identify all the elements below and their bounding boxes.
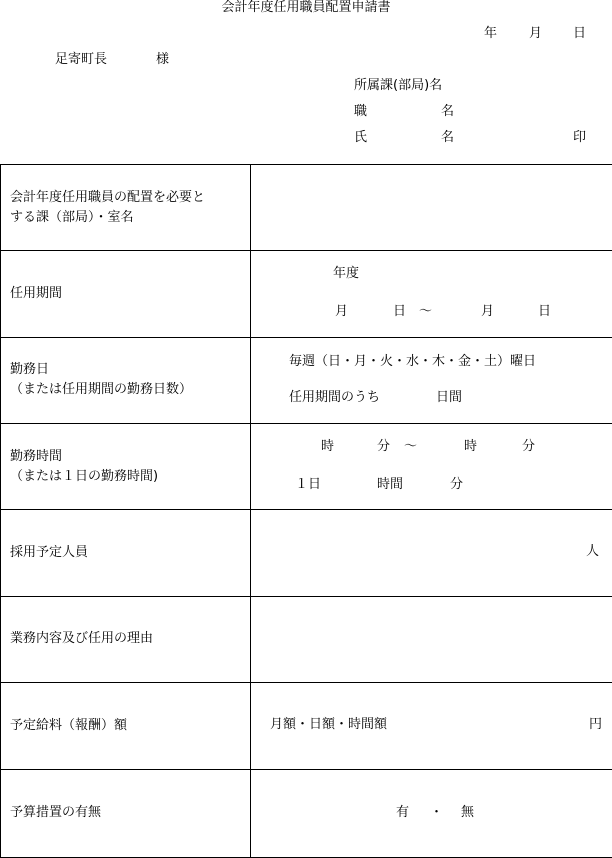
period-tilde: ～ xyxy=(419,304,433,320)
department-label-line1: 会計年度任用職員の配置を必要と xyxy=(10,189,206,205)
reason-value-cell[interactable] xyxy=(251,596,612,682)
salary-row xyxy=(1,683,612,769)
budget-option-no[interactable]: 無 xyxy=(461,804,475,820)
reason-label-cell xyxy=(1,596,251,682)
date-year-label: 年 xyxy=(484,26,498,41)
budget-option-yes[interactable]: 有 xyxy=(396,804,410,820)
salary-type-options: 月額・日額・時間額 xyxy=(270,717,388,733)
hours-minute-to: 分 xyxy=(522,439,536,455)
workdays-label-cell xyxy=(1,337,251,423)
salary-label-cell xyxy=(1,683,251,769)
applicant-name-label-first: 氏 xyxy=(354,130,368,145)
salary-value-cell[interactable] xyxy=(251,683,612,769)
workdays-row xyxy=(1,337,612,423)
workdays-label-line1: 勤務日 xyxy=(10,362,50,378)
date-month-label: 月 xyxy=(529,26,543,41)
period-label: 任用期間 xyxy=(10,286,63,302)
seal-label: 印 xyxy=(573,130,587,145)
hours-hour-from: 時 xyxy=(321,439,335,455)
period-day-from: 日 xyxy=(393,304,407,320)
hours-value-cell[interactable] xyxy=(251,424,612,510)
hours-minute-from: 分 xyxy=(377,439,391,455)
budget-separator: ・ xyxy=(430,804,444,820)
hours-hour-to: 時 xyxy=(464,439,478,455)
application-table xyxy=(0,164,612,858)
department-row xyxy=(1,165,612,251)
hours-hours-label: 時間 xyxy=(377,477,404,493)
period-value-cell[interactable] xyxy=(251,251,612,337)
reason-label: 業務内容及び任用の理由 xyxy=(10,631,154,647)
workdays-days-suffix: 日間 xyxy=(436,389,463,405)
applicant-name-label-second: 名 xyxy=(441,130,455,145)
salary-unit: 円 xyxy=(589,717,603,733)
hours-row xyxy=(1,424,612,510)
period-label-cell xyxy=(1,251,251,337)
hours-label-cell xyxy=(1,424,251,510)
addressee: 足寄町長 xyxy=(55,52,108,67)
headcount-value-cell[interactable] xyxy=(251,510,612,596)
period-row xyxy=(1,251,612,337)
period-month-from: 月 xyxy=(335,304,349,320)
hours-label-line2: （または１日の勤務時間) xyxy=(10,468,159,484)
headcount-unit: 人 xyxy=(586,544,600,560)
period-month-to: 月 xyxy=(481,304,495,320)
headcount-label: 採用予定人員 xyxy=(10,545,89,561)
budget-label: 予算措置の有無 xyxy=(10,805,102,821)
budget-value-cell[interactable] xyxy=(251,769,612,857)
hours-label-line1: 勤務時間 xyxy=(10,448,63,464)
department-name-label: 所属課(部局)名 xyxy=(354,78,443,93)
reason-row xyxy=(1,596,612,682)
budget-label-cell xyxy=(1,769,251,857)
hours-tilde: ～ xyxy=(404,439,418,455)
date-day-label: 日 xyxy=(573,26,587,41)
salary-label: 予定給料（報酬）額 xyxy=(10,717,128,733)
period-year-label: 年度 xyxy=(333,266,360,282)
hours-minutes-label: 分 xyxy=(450,477,464,493)
workdays-weekly-text: 毎週（日・月・火・水・木・金・土）曜日 xyxy=(289,353,537,369)
position-label-first: 職 xyxy=(354,104,368,119)
headcount-label-cell xyxy=(1,510,251,596)
department-label-cell xyxy=(1,165,251,251)
workdays-value-cell[interactable] xyxy=(251,337,612,423)
budget-row xyxy=(1,769,612,857)
period-day-to: 日 xyxy=(538,304,552,320)
hours-day-prefix: １日 xyxy=(295,477,322,493)
form-title: 会計年度任用職員配置申請書 xyxy=(221,0,391,15)
department-label-line2: する課（部局）・室名 xyxy=(10,209,134,225)
honorific: 様 xyxy=(156,52,170,67)
workdays-label-line2: （または任用期間の勤務日数） xyxy=(10,382,193,398)
department-value-cell[interactable] xyxy=(251,165,612,251)
workdays-period-prefix: 任用期間のうち xyxy=(289,389,381,405)
position-label-second: 名 xyxy=(441,104,455,119)
headcount-row xyxy=(1,510,612,596)
